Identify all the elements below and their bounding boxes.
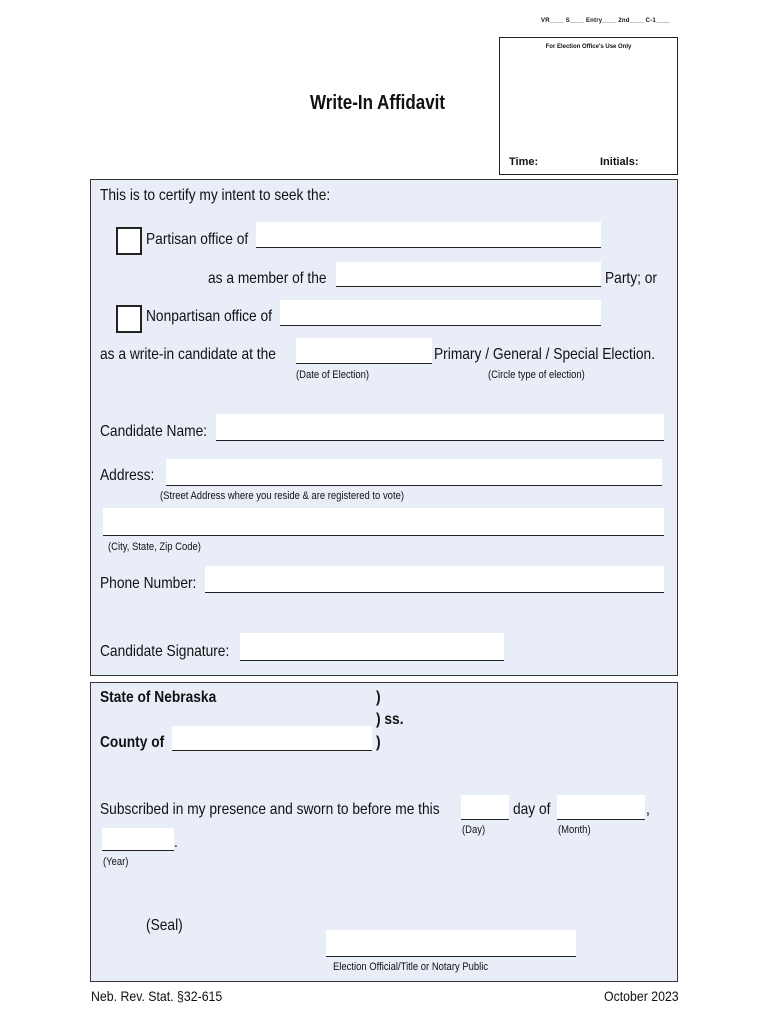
party-suffix: Party; or [605,270,658,287]
office-use-header: For Election Office's Use Only [545,44,632,50]
date-caption: (Date of Election) [296,369,370,381]
form-title: Write-In Affidavit [310,92,446,114]
signature-label: Candidate Signature: [100,643,230,660]
comma: , [646,801,650,818]
election-date-field[interactable] [296,338,432,364]
official-caption: Election Official/Title or Notary Public [333,961,489,973]
seal-label: (Seal) [146,917,183,934]
statute-reference: Neb. Rev. Stat. §32-615 [91,988,223,1004]
initials-label: Initials: [600,156,639,168]
month-field[interactable] [557,795,645,820]
year-field[interactable] [102,828,174,851]
candidate-name-field[interactable] [216,414,664,441]
nonpartisan-checkbox[interactable] [116,305,142,333]
city-state-zip-field[interactable] [103,508,664,536]
official-signature-field[interactable] [326,930,576,957]
county-field[interactable] [172,726,372,751]
month-caption: (Month) [558,824,591,836]
address-label: Address: [100,467,155,484]
office-codes: VR____ S____ Entry____ 2nd____ C-1____ [541,18,671,24]
circle-caption: (Circle type of election) [488,369,585,381]
election-types: Primary / General / Special Election. [434,346,656,363]
time-label: Time: [509,156,539,168]
partisan-label: Partisan office of [146,231,249,248]
office-use-box [499,37,678,175]
county-paren: ) [376,734,381,751]
partisan-office-field[interactable] [256,222,601,248]
state-paren: ) [376,689,381,706]
phone-label: Phone Number: [100,575,197,592]
period: . [174,834,178,851]
candidate-name-label: Candidate Name: [100,423,208,440]
city-caption: (City, State, Zip Code) [108,541,201,553]
revision-date: October 2023 [604,988,679,1004]
ss-label: ) ss. [376,711,404,728]
party-field[interactable] [336,262,601,287]
nonpartisan-office-field[interactable] [280,300,601,326]
subscribed-text: Subscribed in my presence and sworn to before me this [100,801,440,818]
day-of-label: day of [513,801,551,818]
nonpartisan-label: Nonpartisan office of [146,308,272,325]
county-label: County of [100,734,165,751]
day-caption: (Day) [462,824,486,836]
signature-field[interactable] [240,633,504,661]
year-caption: (Year) [103,856,129,868]
certify-intro: This is to certify my intent to seek the: [100,187,331,204]
state-label: State of Nebraska [100,689,217,706]
phone-field[interactable] [205,566,664,593]
street-caption: (Street Address where you reside & are registered to vote) [160,490,404,502]
partisan-checkbox[interactable] [116,227,142,255]
street-address-field[interactable] [166,459,662,486]
writein-label: as a write-in candidate at the [100,346,276,363]
day-field[interactable] [461,795,509,820]
member-label: as a member of the [208,270,327,287]
